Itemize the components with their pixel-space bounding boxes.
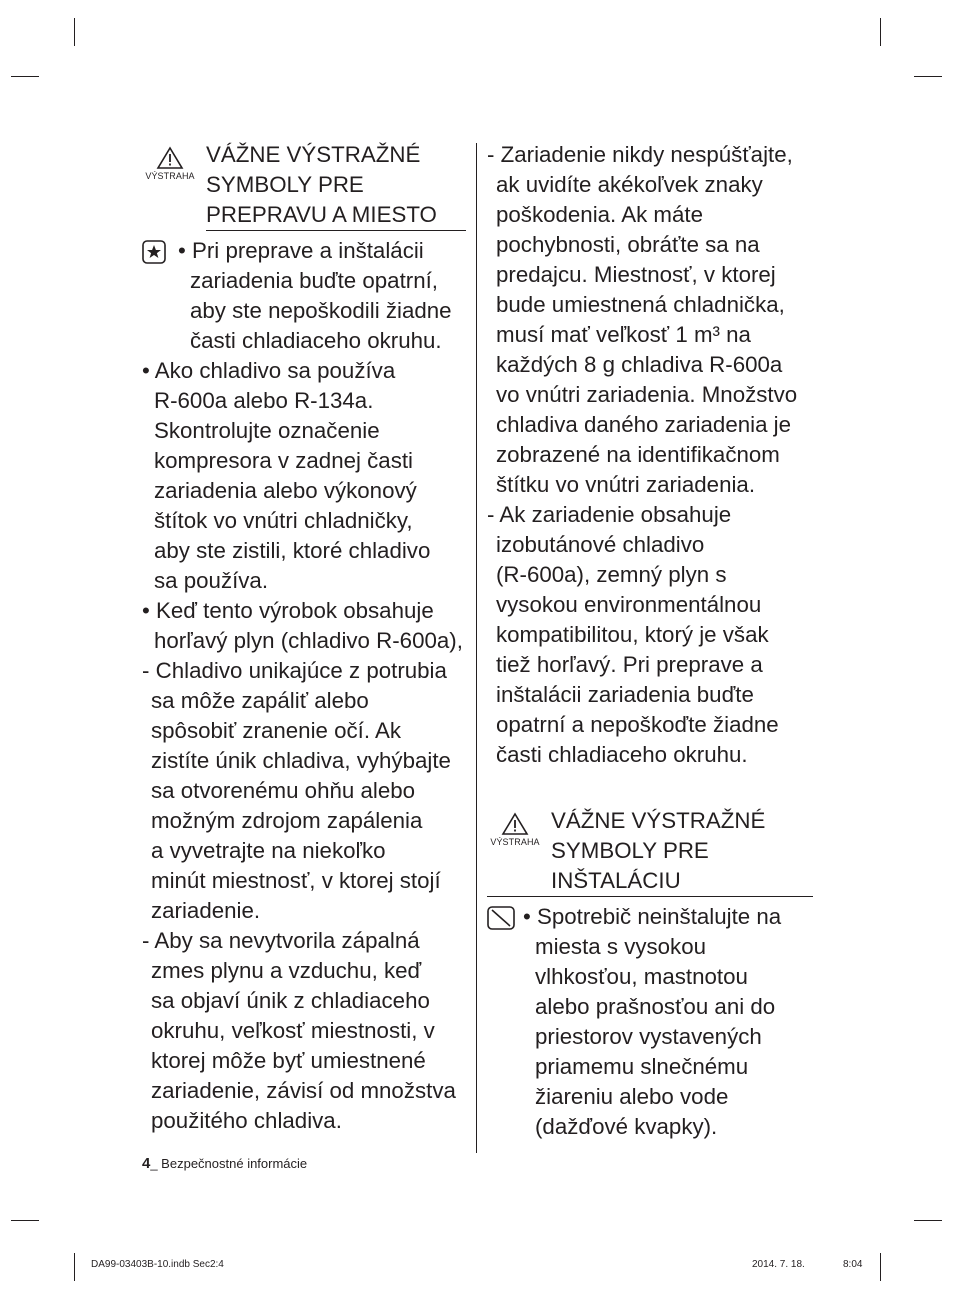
crop-mark	[880, 18, 881, 46]
heading-line: INŠTALÁCIU	[551, 868, 681, 893]
crop-mark	[914, 76, 942, 77]
text-line: sa otvorenému ohňu alebo	[151, 778, 416, 803]
text-line: inštalácii zariadenia buďte	[496, 682, 754, 707]
crop-mark	[11, 1220, 39, 1221]
text-line: zariadenie.	[151, 898, 261, 923]
text-line: (R-600a), zemný plyn s	[496, 562, 727, 587]
text-line: sa môže zapáliť alebo	[151, 688, 369, 713]
text-line: R-600a alebo R-134a.	[154, 388, 374, 413]
text-line: tiež horľavý. Pri preprave a	[496, 652, 763, 677]
heading-line: VÁŽNE VÝSTRAŽNÉ	[206, 142, 421, 167]
text-line: Skontrolujte označenie	[154, 418, 380, 443]
text-line: a vyvetrajte na niekoľko	[151, 838, 386, 863]
text-line: • Pri preprave a inštalácii	[178, 238, 424, 263]
text-line: spôsobiť zranenie očí. Ak	[151, 718, 402, 743]
text-line: • Ako chladivo sa používa	[142, 358, 396, 383]
text-line: zobrazené na identifikačnom	[496, 442, 780, 467]
crop-mark	[74, 18, 75, 46]
text-line: zmes plynu a vzduchu, keď	[151, 958, 422, 983]
text-line: časti chladiaceho okruhu.	[496, 742, 748, 767]
warning-install-header	[487, 806, 822, 896]
crop-mark	[11, 76, 39, 77]
text-line: horľavý plyn (chladivo R-600a),	[154, 628, 463, 653]
text-line: kompresora v zadnej časti	[154, 448, 414, 473]
text-line: priamemu slnečnému	[535, 1054, 749, 1079]
text-line: štítku vo vnútri zariadenia.	[496, 472, 756, 497]
text-line: chladiva daného zariadenia je	[496, 412, 792, 437]
text-line: ktorej môže byť umiestnené	[151, 1048, 426, 1073]
heading-rule	[206, 230, 466, 231]
text-line: • Spotrebič neinštalujte na	[523, 904, 782, 929]
text-line: časti chladiaceho okruhu.	[190, 328, 442, 353]
text-line: ak uvidíte akékoľvek znaky	[496, 172, 763, 197]
text-line: sa používa.	[154, 568, 269, 593]
warning-caption: VÝSTRAHA	[490, 837, 540, 847]
text-line: opatrní a nepoškoďte žiadne	[496, 712, 779, 737]
heading-line: SYMBOLY PRE	[551, 838, 709, 863]
warning-block-icon	[138, 146, 202, 181]
text-line: (dažďové kvapky).	[535, 1114, 718, 1139]
text-line: pochybnosti, obráťte sa na	[496, 232, 760, 257]
crop-mark	[880, 1253, 881, 1281]
text-line: zistíte únik chladiva, vyhýbajte	[151, 748, 451, 773]
text-line: - Zariadenie nikdy nespúšťajte,	[487, 142, 793, 167]
heading-line: VÁŽNE VÝSTRAŽNÉ	[551, 808, 766, 833]
slug-file: DA99-03403B-10.indb Sec2:4	[91, 1259, 224, 1270]
text-line: - Chladivo unikajúce z potrubia	[142, 658, 447, 683]
text-line: vysokou environmentálnou	[496, 592, 762, 617]
warning-block-icon	[483, 812, 547, 847]
slug-date: 2014. 7. 18.	[752, 1259, 805, 1270]
text-line: bude umiestnená chladnička,	[496, 292, 785, 317]
text-line: miesta s vysokou	[535, 934, 707, 959]
section-name: _ Bezpečnostné informácie	[150, 1156, 308, 1171]
first-bullet	[142, 236, 472, 356]
text-line: izobutánové chladivo	[496, 532, 705, 557]
text-line: musí mať veľkosť 1 m³ na	[496, 322, 751, 347]
page-footer	[142, 1155, 307, 1173]
text-line: štítok vo vnútri chladničky,	[154, 508, 413, 533]
text-line: kompatibilitou, ktorý je však	[496, 622, 769, 647]
heading-line: PREPRAVU A MIESTO	[206, 202, 437, 227]
text-line: použitého chladiva.	[151, 1108, 342, 1133]
warning-triangle-icon	[501, 812, 529, 836]
warning-caption: VÝSTRAHA	[145, 171, 195, 181]
dash-room-size	[142, 926, 472, 1136]
text-line: každých 8 g chladiva R-600a	[496, 352, 783, 377]
dash-isobutane	[487, 500, 822, 770]
column-divider	[476, 143, 477, 1153]
dash-damage	[487, 140, 822, 500]
warning-heading	[206, 140, 476, 230]
text-line: sa objaví únik z chladiaceho	[151, 988, 430, 1013]
text-line: zariadenia buďte opatrní,	[190, 268, 438, 293]
heading-line: SYMBOLY PRE	[206, 172, 364, 197]
text-line: • Keď tento výrobok obsahuje	[142, 598, 434, 623]
bullet-flammable	[142, 596, 472, 656]
text-line: okruhu, veľkosť miestnosti, v	[151, 1018, 435, 1043]
page-number: 4	[142, 1155, 151, 1172]
text-line: možným zdrojom zapálenia	[151, 808, 423, 833]
text-line: minút miestnosť, v ktorej stojí	[151, 868, 441, 893]
warning-triangle-icon	[156, 146, 184, 170]
crop-mark	[74, 1253, 75, 1281]
text-line: aby ste nepoškodili žiadne	[190, 298, 452, 323]
text-line: žiareniu alebo vode	[535, 1084, 729, 1109]
text-line: vlhkosťou, mastnotou	[535, 964, 748, 989]
left-column	[142, 140, 472, 1136]
slug-time: 8:04	[843, 1259, 863, 1270]
crop-mark	[914, 1220, 942, 1221]
text-line: alebo prašnosťou ani do	[535, 994, 776, 1019]
star-box-icon	[142, 240, 166, 264]
text-line: poškodenia. Ak máte	[496, 202, 703, 227]
dash-leak	[142, 656, 472, 926]
text-line: predajcu. Miestnosť, v ktorej	[496, 262, 776, 287]
warning-heading	[551, 806, 821, 896]
text-line: zariadenia alebo výkonový	[154, 478, 417, 503]
bullet-refrigerant	[142, 356, 472, 596]
prohibited-box-icon	[487, 906, 511, 930]
warning-transport-header	[142, 140, 472, 230]
install-bullet	[487, 902, 822, 1142]
text-line: - Ak zariadenie obsahuje	[487, 502, 732, 527]
text-line: priestorov vystavených	[535, 1024, 762, 1049]
text-line: aby ste zistili, ktoré chladivo	[154, 538, 431, 563]
text-line: - Aby sa nevytvorila zápalná	[142, 928, 420, 953]
text-line: zariadenie, závisí od množstva	[151, 1078, 456, 1103]
heading-rule	[487, 896, 813, 897]
right-column	[487, 140, 822, 1142]
text-line: vo vnútri zariadenia. Množstvo	[496, 382, 798, 407]
